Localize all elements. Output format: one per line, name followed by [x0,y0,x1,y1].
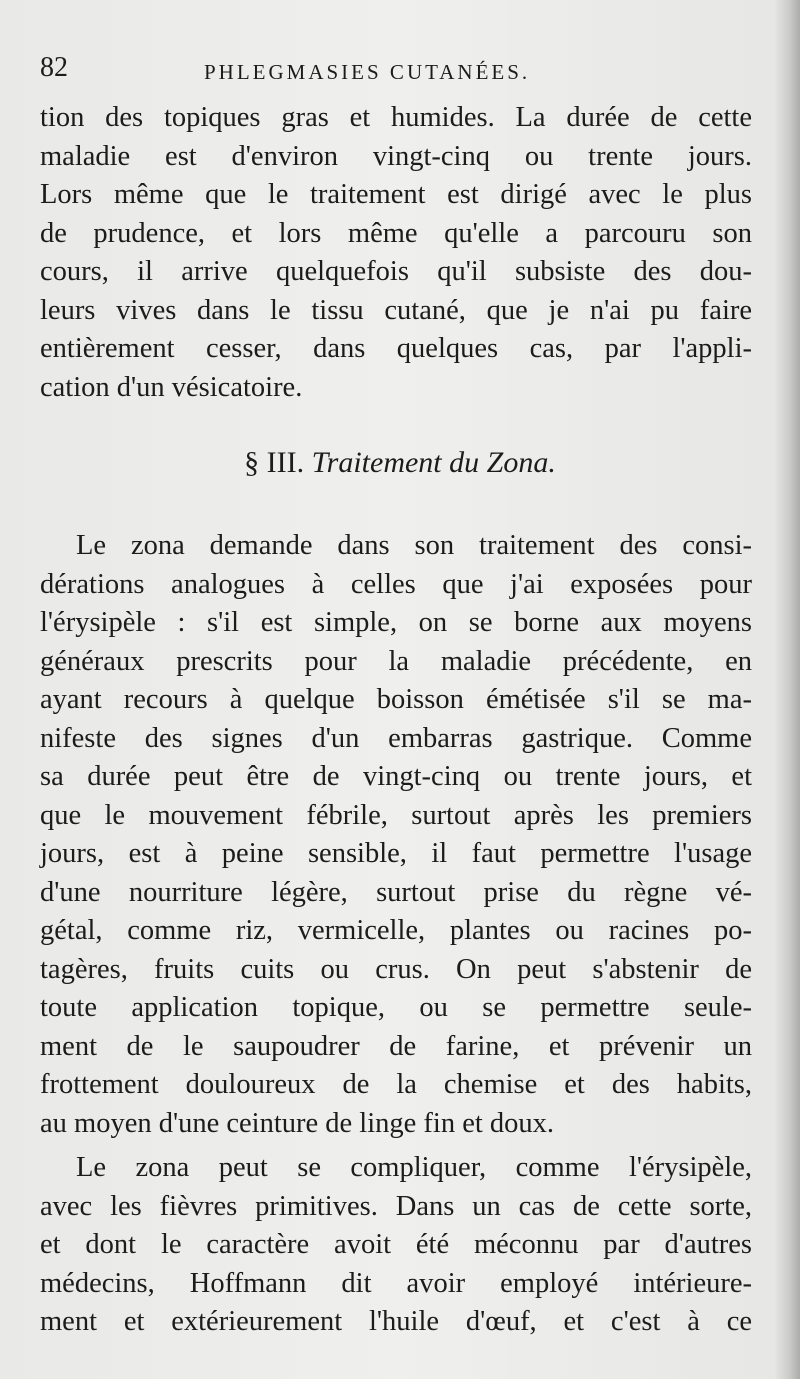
gutter-shadow [774,0,800,1379]
text-line: tion des topiques gras et humides. La durée de cette [40,102,752,133]
running-head: PHLEGMASIES CUTANÉES. [204,60,531,84]
text-line: gétal, comme riz, vermicelle, plantes ou racines po- [40,915,752,946]
page-header [40,52,752,92]
section-number: § III. [244,446,305,479]
text-line: ayant recours à quelque boisson émétisée s'il se ma- [40,684,752,715]
text-line: Lors même que le traitement est dirigé avec le plus [40,179,752,210]
text-line: l'érysipèle : s'il est simple, on se borne aux moyens [40,607,752,638]
text-line: leurs vives dans le tissu cutané, que je n'ai pu faire [40,294,752,326]
text-line: toute application topique, ou se permettre seule- [40,992,752,1023]
text-line: dérations analogues à celles que j'ai exposées pour [40,568,752,600]
text-line: tagères, fruits cuits ou crus. On peut s'abstenir de [40,953,752,985]
text-line: Le zona peut se compliquer, comme l'érysipèle, [76,1152,752,1183]
text-line: frottement douloureux de la chemise et des habits, [40,1069,752,1100]
page-number: 82 [40,52,68,83]
text-line: entièrement cesser, dans quelques cas, par l'appli- [40,333,752,364]
text-line: que le mouvement fébrile, surtout après les premiers [40,799,752,831]
text-line: au moyen d'une ceinture de linge fin et doux. [40,1107,555,1139]
paragraph-3 [40,1149,752,1342]
paragraph-1 [40,99,752,407]
text-line: avec les fièvres primitives. Dans un cas de cette sorte, [40,1190,752,1222]
text-line: de prudence, et lors même qu'elle a parcouru son [40,217,752,249]
text-line: généraux prescrits pour la maladie précédente, en [40,645,752,677]
section-title: Traitement du Zona. [311,446,556,479]
text-line: et dont le caractère avoit été méconnu par d'autres [40,1229,752,1260]
text-line: médecins, Hoffmann dit avoir employé intérieure- [40,1267,752,1299]
section-heading [0,446,800,480]
text-line: sa durée peut être de vingt-cinq ou trente jours, et [40,761,752,792]
text-line: ment et extérieurement l'huile d'œuf, et c'est à ce [40,1306,752,1337]
text-line: maladie est d'environ vingt-cinq ou trente jours. [40,140,752,172]
text-line: cours, il arrive quelquefois qu'il subsiste des dou- [40,256,752,287]
text-line: d'une nourriture légère, surtout prise du règne vé- [40,876,752,908]
text-line: nifeste des signes d'un embarras gastrique. Comme [40,722,752,754]
paragraph-2 [40,527,752,1143]
text-line: cation d'un vésicatoire. [40,371,303,403]
text-line: Le zona demande dans son traitement des consi- [76,530,752,561]
text-line: jours, est à peine sensible, il faut permettre l'usage [40,838,752,869]
text-line: ment de le saupoudrer de farine, et prévenir un [40,1030,752,1062]
